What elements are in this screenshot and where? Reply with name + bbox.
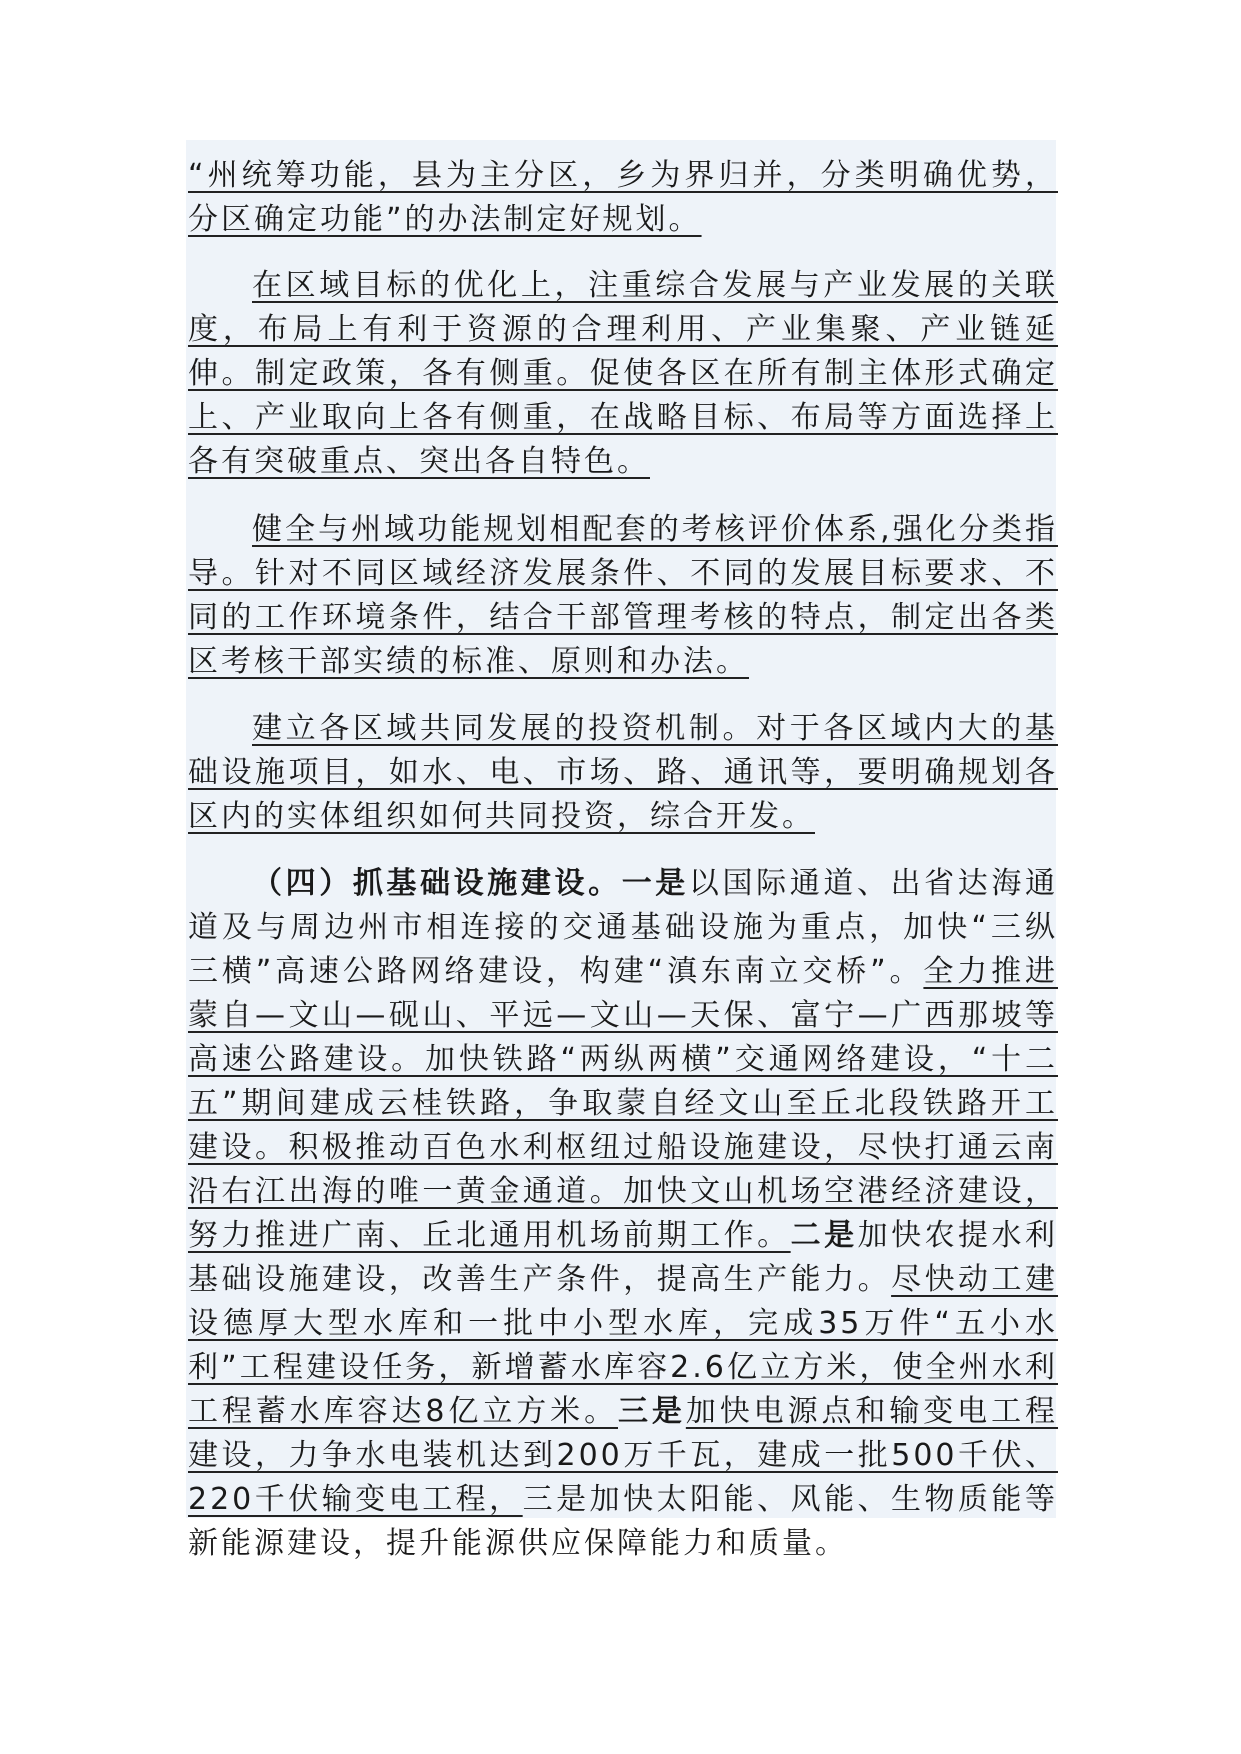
point-three-tail: 三是加快太阳能、风能、生物质能等新能源建设，提升能源供应保障能力和质量。 (188, 1482, 1059, 1561)
point-one-text: 以国际通道、出省达海通道及与周边州市相连接的交通基础设施为重点，加快“三纵三横”高速公路网络建设，构建“滇东南立交桥”。 (188, 866, 1059, 989)
point-one-detail: 全力推进蒙自—文山—砚山、平远—文山—天保、富宁—广西那坡等高速公路建设。加快铁路“两纵两横”交通网络建设，“十二五”期间建成云桂铁路，争取蒙自经文山至丘北段铁路开工建设。积极推动百色水利枢纽过船设施建设，尽快打通云南沿右江出海的唯一黄金通道。加快文山机场空港经济建设，努力推进广南、丘北通用机场前期工作。 (188, 954, 1058, 1253)
paragraph-5 (188, 862, 1058, 1566)
point-two-label: 二是 (790, 1218, 858, 1253)
point-two-detail: 尽快动工建设德厚大型水库和一批中小型水库，完成35万件“五小水利”工程建设任务，新增蓄水库容2.6亿立方米，使全州水利工程蓄水库容达8亿立方米。 (188, 1262, 1059, 1429)
paragraph-4 (188, 707, 1058, 839)
point-two-text: 加快农提水利基础设施建设，改善生产条件，提高生产能力。 (188, 1218, 1059, 1297)
paragraph-2-text: 在区域目标的优化上，注重综合发展与产业发展的关联度，布局上有利于资源的合理利用、产业集聚、产业链延伸。制定政策，各有侧重。促使各区在所有制主体形式确定上、产业取向上各有侧重，在战略目标、布局等方面选择上各有突破重点、突出各自特色。 (188, 268, 1058, 479)
section-heading: （四）抓基础设施建设。 (252, 866, 622, 901)
point-three-detail: 加快电源点和输变电工程建设，力争水电装机达到200万千瓦，建成一批500千伏、220千伏输变电工程， (188, 1394, 1059, 1517)
paragraph-1-text: “州统筹功能，县为主分区，乡为界归并，分类明确优势，分区确定功能”的办法制定好规划。 (188, 158, 1058, 237)
paragraph-1 (188, 154, 1058, 242)
paragraph-3 (188, 508, 1058, 684)
paragraph-4-text: 建立各区域共同发展的投资机制。对于各区域内大的基础设施项目，如水、电、市场、路、通讯等，要明确规划各区内的实体组织如何共同投资，综合开发。 (188, 711, 1058, 834)
paragraph-2 (188, 264, 1058, 484)
point-three-label: 三是 (618, 1394, 686, 1429)
paragraph-3-text: 健全与州域功能规划相配套的考核评价体系,强化分类指导。针对不同区域经济发展条件、不同的发展目标要求、不同的工作环境条件，结合干部管理考核的特点，制定出各类区考核干部实绩的标准、原则和办法。 (188, 512, 1058, 679)
point-one-label: 一是 (621, 866, 689, 901)
